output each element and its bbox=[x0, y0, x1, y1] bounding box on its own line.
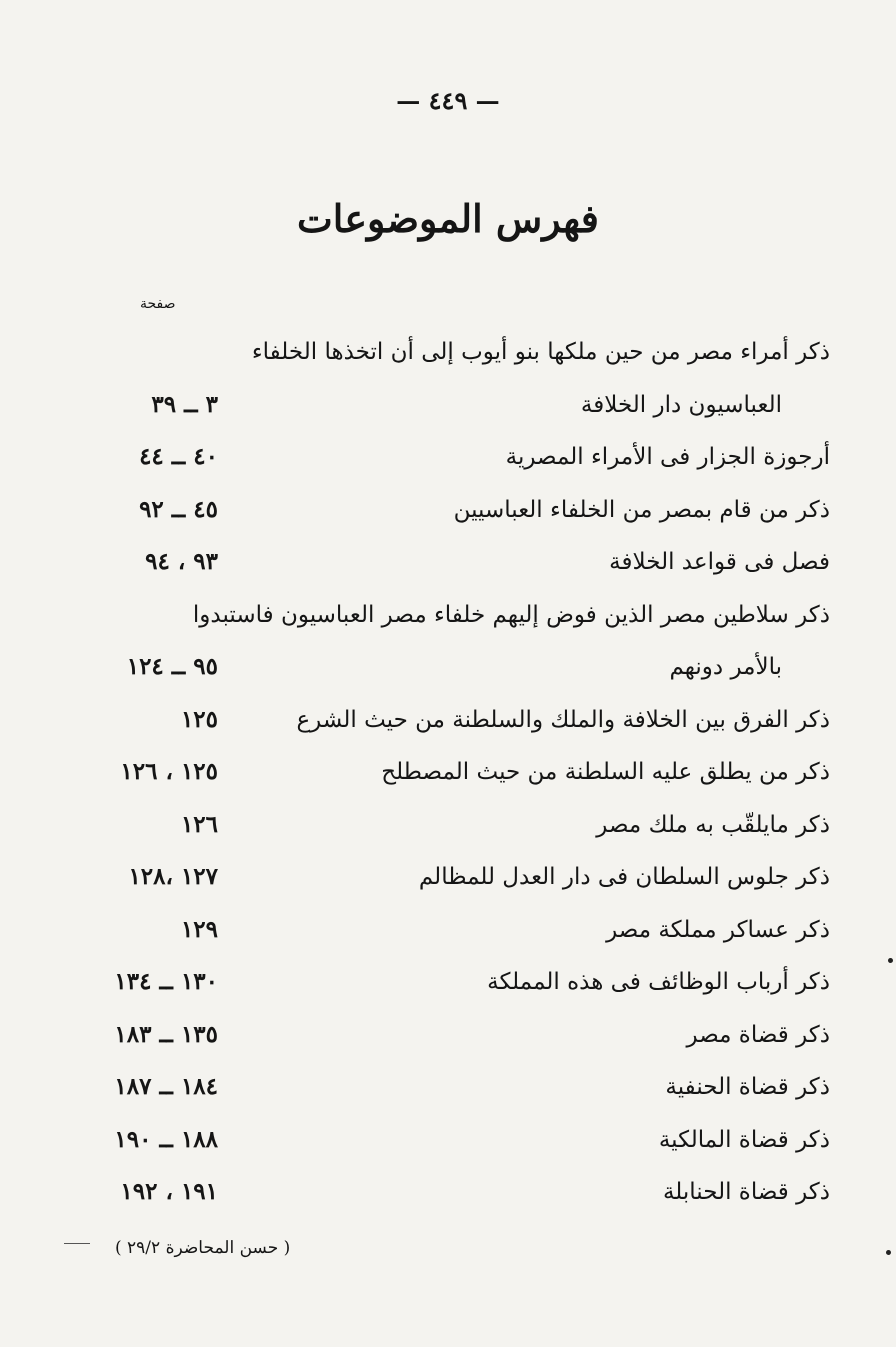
toc-entry bbox=[100, 1114, 830, 1167]
toc-entry-title: ذكر مايلقّب به ملك مصر bbox=[596, 811, 830, 838]
toc-entry-title: ذكر عساكر مملكة مصر bbox=[606, 916, 830, 943]
toc-entry-title: ذكر قضاة مصر bbox=[686, 1021, 830, 1048]
page-number: — ٤٤٩ — bbox=[396, 86, 500, 115]
toc-entry-pages: ١٨٨ ــ ١٩٠ bbox=[114, 1125, 218, 1153]
toc-entry bbox=[100, 1166, 830, 1219]
toc-entry bbox=[100, 1061, 830, 1114]
toc-entry bbox=[100, 1009, 830, 1062]
toc-entry bbox=[100, 589, 830, 642]
toc-entry-title: ذكر أرباب الوظائف فى هذه المملكة bbox=[487, 969, 830, 995]
toc-entry bbox=[100, 956, 830, 1009]
footnote: ( حسن المحاضرة ٢٩/٢ ) bbox=[115, 1238, 291, 1258]
toc-entry-title: العباسيون دار الخلافة bbox=[580, 391, 782, 418]
toc-entry-title: ذكر قضاة المالكية bbox=[658, 1126, 830, 1153]
margin-mark bbox=[886, 1250, 891, 1255]
margin-mark bbox=[888, 958, 893, 963]
toc-entry bbox=[100, 904, 830, 957]
toc-entry bbox=[100, 746, 830, 799]
toc-entry-title: ذكر الفرق بين الخلافة والملك والسلطنة من حيث الشرع bbox=[296, 706, 830, 733]
toc-entry-pages: ٩٥ ــ ١٢٤ bbox=[126, 653, 218, 680]
toc-entry-title: ذكر أمراء مصر من حين ملكها بنو أيوب إلى أن اتخذها الخلفاء bbox=[251, 339, 830, 365]
toc-entry bbox=[100, 379, 830, 432]
page-column-label: صفحة bbox=[140, 296, 176, 312]
toc-entry-pages: ٩٣ ، ٩٤ bbox=[145, 548, 218, 575]
toc-entry-title: ذكر قضاة الحنفية bbox=[665, 1074, 830, 1100]
toc-entry-title: ذكر من يطلق عليه السلطنة من حيث المصطلح bbox=[381, 759, 830, 785]
toc-entry-pages: ٣ ــ ٣٩ bbox=[151, 390, 218, 418]
toc-entry-pages: ١٢٥ ، ١٢٦ bbox=[120, 758, 218, 785]
toc-entry-title: ذكر سلاطين مصر الذين فوض إليهم خلفاء مصر العباسيون فاستبدوا bbox=[192, 601, 830, 628]
toc-entry-title: فصل فى قواعد الخلافة bbox=[609, 549, 830, 575]
toc-entry-pages: ١٣٠ ــ ١٣٤ bbox=[114, 968, 218, 995]
toc-entry-title: ذكر جلوس السلطان فى دار العدل للمظالم bbox=[418, 864, 830, 890]
toc-entry-title: ذكر من قام بمصر من الخلفاء العباسيين bbox=[453, 496, 830, 523]
page-title: فهرس الموضوعات bbox=[297, 196, 599, 241]
toc-entry-pages: ١٢٧ ،١٢٨ bbox=[128, 863, 218, 890]
toc-entry-pages: ١٩١ ، ١٩٢ bbox=[120, 1178, 218, 1205]
toc-entry bbox=[100, 431, 830, 484]
toc-entry-pages: ٤٥ ــ ٩٢ bbox=[139, 495, 218, 523]
toc-entry bbox=[100, 694, 830, 747]
footnote-rule bbox=[64, 1243, 90, 1244]
toc-entry bbox=[100, 326, 830, 379]
toc-entry bbox=[100, 799, 830, 852]
toc-entry bbox=[100, 641, 830, 694]
toc-entry-pages: ٤٠ ــ ٤٤ bbox=[139, 443, 218, 470]
toc-entry-pages: ١٢٥ bbox=[180, 705, 218, 733]
toc-entry-title: بالأمر دونهم bbox=[669, 654, 782, 680]
toc-entry bbox=[100, 851, 830, 904]
toc-entry-pages: ١٢٩ bbox=[180, 915, 218, 943]
toc-entry bbox=[100, 484, 830, 537]
toc-entry-title: ذكر قضاة الحنابلة bbox=[662, 1179, 830, 1205]
toc-entry-title: أرجوزة الجزار فى الأمراء المصرية bbox=[505, 444, 830, 470]
toc-entry-pages: ١٣٥ ــ ١٨٣ bbox=[114, 1020, 218, 1048]
toc-entry-pages: ١٨٤ ــ ١٨٧ bbox=[114, 1073, 218, 1100]
table-of-contents bbox=[100, 326, 830, 1219]
toc-entry bbox=[100, 536, 830, 589]
toc-entry-pages: ١٢٦ bbox=[180, 810, 218, 838]
